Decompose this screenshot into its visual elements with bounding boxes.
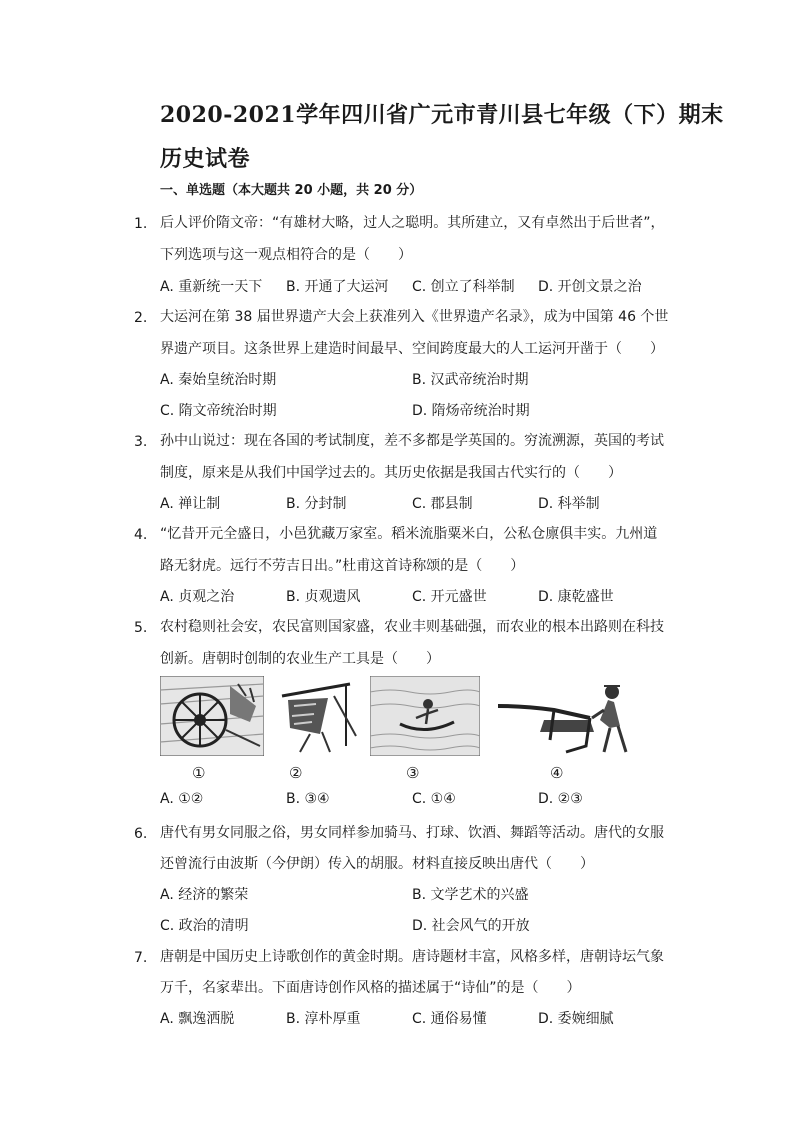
option-c[interactable]: C. 隋文帝统治时期 [160,403,277,419]
question-stem-line: 制度，原来是从我们中国学过去的。其历史依据是我国古代实行的（ ） [160,465,622,481]
question-stem-line: 路无豺虎。远行不劳吉日出。”杜甫这首诗称颂的是（ ） [160,558,525,574]
option-a[interactable]: A. 飘逸洒脱 [160,1011,235,1027]
question-number: 6. [134,826,148,842]
option-d[interactable]: D. ②③ [538,791,583,807]
option-d[interactable]: D. 社会风气的开放 [412,918,530,934]
option-c[interactable]: C. ①④ [412,791,456,807]
question-number: 2. [134,310,148,326]
question-number: 1. [134,216,148,232]
picture-label: ② [289,764,303,782]
question-stem-line: 后人评价隋文帝：“有雄材大略，过人之聪明。其所建立，又有卓然出于后世者”， [160,215,665,231]
option-a[interactable]: A. 禅让制 [160,496,221,512]
option-b[interactable]: B. 淳朴厚重 [286,1011,361,1027]
option-c[interactable]: C. 通俗易懂 [412,1011,487,1027]
question-stem-line: 创新。唐朝时创制的农业生产工具是（ ） [160,651,440,667]
question-stem-line: 还曾流行由波斯（今伊朗）传入的胡服。材料直接反映出唐代（ ） [160,856,594,872]
question-number: 5. [134,620,148,636]
question-stem-line: 界遗产项目。这条世界上建造时间最早、空间跨度最大的人工运河开凿于（ ） [160,341,664,357]
option-b[interactable]: B. 开通了大运河 [286,279,389,295]
option-b[interactable]: B. 分封制 [286,496,347,512]
option-b[interactable]: B. 贞观遗风 [286,589,361,605]
question-stem-line: “忆昔开元全盛日，小邑犹藏万家室。稻米流脂粟米白，公私仓廪俱丰实。九州道 [160,526,658,542]
option-a[interactable]: A. 秦始皇统治时期 [160,372,277,388]
option-a[interactable]: A. 贞观之治 [160,589,235,605]
option-a[interactable]: A. 重新统一天下 [160,279,263,295]
section-heading: 一、单选题（本大题共 20 小题，共 20 分） [160,183,423,198]
option-b[interactable]: B. ③④ [286,791,330,807]
picture-label: ④ [550,764,564,782]
option-a[interactable]: A. 经济的繁荣 [160,887,249,903]
question-stem-line: 万千，名家辈出。下面唐诗创作风格的描述属于“诗仙”的是（ ） [160,980,581,996]
exam-title-line1: 2020-2021学年四川省广元市青川县七年级（下）期末 [160,102,724,128]
option-c[interactable]: C. 开元盛世 [412,589,487,605]
question-number: 7. [134,950,148,966]
question-number: 4. [134,527,148,543]
farm-tool-image-4 [494,676,634,756]
farm-tool-image-2 [270,676,362,756]
option-a[interactable]: A. ①② [160,791,204,807]
farm-tool-image-3 [370,676,480,756]
option-d[interactable]: D. 康乾盛世 [538,589,614,605]
question-stem-line: 下列选项与这一观点相符合的是（ ） [160,247,412,263]
option-d[interactable]: D. 开创文景之治 [538,279,642,295]
option-c[interactable]: C. 创立了科举制 [412,279,515,295]
question-stem-line: 唐代有男女同服之俗，男女同样参加骑马、打球、饮酒、舞蹈等活动。唐代的女服 [160,825,664,841]
picture-label: ① [192,764,206,782]
option-c[interactable]: C. 郡县制 [412,496,473,512]
option-d[interactable]: D. 隋炀帝统治时期 [412,403,530,419]
question-stem-line: 农村稳则社会安，农民富则国家盛，农业丰则基础强，而农业的根本出路则在科技 [160,619,664,635]
question-stem-line: 孙中山说过：现在各国的考试制度，差不多都是学英国的。穷流溯源，英国的考试 [160,433,664,449]
exam-title-line2: 历史试卷 [160,146,251,172]
option-c[interactable]: C. 政治的清明 [160,918,249,934]
option-d[interactable]: D. 科举制 [538,496,600,512]
question-number: 3. [134,434,148,450]
farm-tool-image-1 [160,676,264,756]
question-stem-line: 大运河在第 38 届世界遗产大会上获准列入《世界遗产名录》，成为中国第 46 个世 [160,309,669,325]
option-d[interactable]: D. 委婉细腻 [538,1011,614,1027]
option-b[interactable]: B. 文学艺术的兴盛 [412,887,529,903]
question-stem-line: 唐朝是中国历史上诗歌创作的黄金时期。唐诗题材丰富，风格多样，唐朝诗坛气象 [160,949,664,965]
picture-label: ③ [406,764,420,782]
option-b[interactable]: B. 汉武帝统治时期 [412,372,529,388]
